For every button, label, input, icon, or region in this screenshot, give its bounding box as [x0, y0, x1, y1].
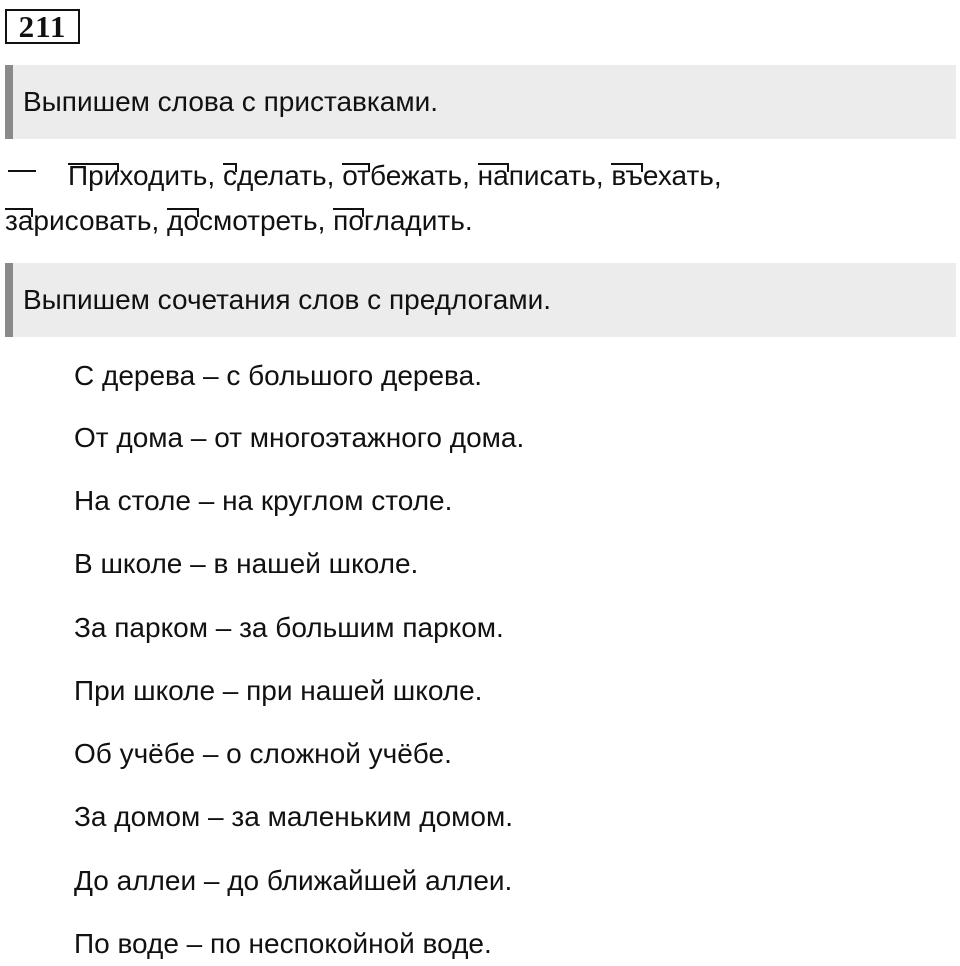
- prefix-words-line-1: [8, 160, 948, 192]
- phrase-item: За домом – за маленьким домом.: [74, 801, 514, 832]
- prefix-words-line-2: [5, 205, 945, 237]
- separator: ,: [326, 160, 343, 191]
- prefix-mark: по: [333, 205, 364, 236]
- word-zarisovat: зарисовать: [5, 205, 152, 236]
- phrase-item: С дерева – с большого дерева.: [74, 360, 482, 391]
- blank-prefix-mark: [8, 170, 36, 173]
- prefix-mark: от: [342, 160, 370, 191]
- word-otbezhat: отбежать: [342, 160, 463, 191]
- separator: ,: [207, 160, 223, 191]
- word-vyehat: въехать: [611, 160, 714, 191]
- prefix-mark: за: [5, 205, 34, 236]
- separator: .: [464, 205, 473, 236]
- exercise-number: 211: [5, 9, 80, 44]
- prefix-mark: въ: [611, 160, 643, 191]
- phrase-item: При школе – при нашей школе.: [74, 675, 483, 706]
- phrase-item: В школе – в нашей школе.: [74, 548, 419, 579]
- separator: ,: [151, 205, 168, 236]
- phrase-item: По воде – по неспокойной воде.: [74, 928, 492, 959]
- word-prihodit: Приходить: [68, 160, 208, 191]
- word-pogladit: погладить: [333, 205, 465, 236]
- separator: ,: [595, 160, 612, 191]
- prefix-mark: на: [477, 160, 509, 191]
- separator: ,: [713, 160, 722, 191]
- prefix-mark: до: [167, 205, 199, 236]
- word-dosmotret: досмотреть: [167, 205, 318, 236]
- word-napisat: написать: [477, 160, 596, 191]
- phrase-item: На столе – на круглом столе.: [74, 485, 453, 516]
- phrase-item: От дома – от многоэтажного дома.: [74, 422, 525, 453]
- phrase-item: За парком – за большим парком.: [74, 612, 504, 643]
- word-sdelat: сделать: [222, 160, 327, 191]
- phrase-item: До аллеи – до ближайшей аллеи.: [74, 865, 513, 896]
- phrase-item: Об учёбе – о сложной учёбе.: [74, 738, 452, 769]
- prefix-mark: с: [222, 160, 237, 191]
- prefix-mark: При: [68, 160, 120, 191]
- separator: ,: [317, 205, 334, 236]
- separator: ,: [462, 160, 478, 191]
- task-header-prefixes: Выпишем слова с приставками.: [5, 65, 956, 139]
- task-header-prepositions: Выпишем сочетания слов с предлогами.: [5, 263, 956, 337]
